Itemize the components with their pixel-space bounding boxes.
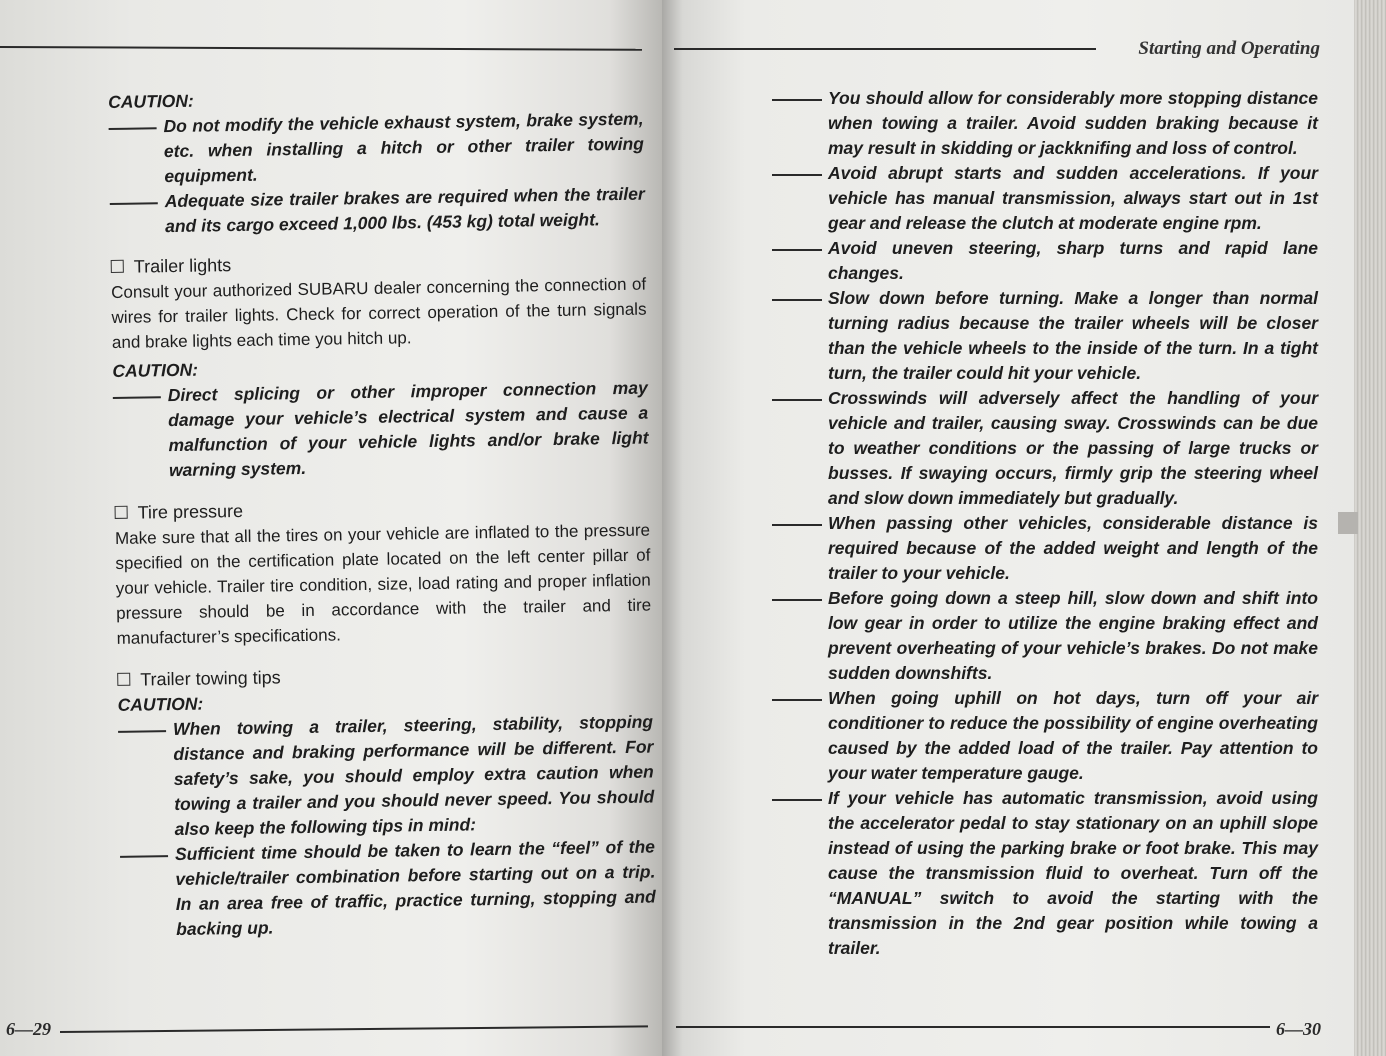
caution-label: CAUTION: bbox=[112, 359, 199, 381]
book-page-edge bbox=[1354, 0, 1386, 1056]
section-heading-towing-tips: Trailer towing tips bbox=[117, 659, 652, 693]
right-page bbox=[662, 0, 1354, 1056]
left-header-rule bbox=[0, 46, 642, 51]
trailer-lights-body: Consult your authorized SUBARU dealer concerning the connection of wires for trailer lights. Check for correct operation of the turn signals and brake lights each time you hitch up. bbox=[111, 274, 647, 352]
right-footer-rule bbox=[676, 1026, 1270, 1028]
towing-tip-item: If your vehicle has automatic transmission, avoid using the accelerator pedal to stay stationary on an uphill slope instead of using the parking brake or foot brake. This may cause the transmission fluid to overheat. Turn off the “MANUAL” switch to avoid the starting with the transmission in the 2nd gear position while towing a trailer. bbox=[772, 786, 1318, 961]
caution-label: CAUTION: bbox=[117, 693, 204, 715]
towing-tip-item: When passing other vehicles, considerable distance is required because of the added weight and length of the trailer to your vehicle. bbox=[772, 511, 1318, 586]
left-page-content bbox=[108, 82, 656, 943]
caution-item: Adequate size trailer brakes are required when the trailer and its cargo exceed 1,000 lbs. (453 kg) total weight. bbox=[110, 182, 646, 240]
right-header-rule bbox=[674, 48, 1096, 50]
section-heading-tire-pressure: Tire pressure bbox=[114, 492, 649, 526]
section-heading-trailer-lights: Trailer lights bbox=[111, 246, 646, 280]
towing-tip-item: You should allow for considerably more stopping distance when towing a trailer. Avoid sudden braking because it may result in skidding or jackknifing and loss of control. bbox=[772, 86, 1318, 161]
towing-tip-item: Avoid uneven steering, sharp turns and rapid lane changes. bbox=[772, 236, 1318, 286]
page-number-right: 6—30 bbox=[1276, 1019, 1321, 1039]
caution-item: Do not modify the vehicle exhaust system, brake system, etc. when installing a hitch or other trailer towing equipment. bbox=[108, 107, 644, 190]
left-page bbox=[0, 0, 662, 1056]
section-tab-marker bbox=[1338, 512, 1358, 534]
right-page-content bbox=[772, 86, 1318, 961]
running-header: Starting and Operating bbox=[1138, 38, 1320, 59]
caution-item: When towing a trailer, steering, stability, stopping distance and braking performance will be different. For safety’s sake, you should employ extra caution when towing a trailer and you should never speed. You should also keep the following tips in mind: bbox=[118, 710, 655, 843]
caution-item: Sufficient time should be taken to learn the “feel” of the vehicle/trailer combination before starting out on a trip. In an area free of traffic, practice turning, stopping and backing up. bbox=[120, 835, 657, 943]
checkbox-icon bbox=[111, 260, 124, 273]
left-footer-rule bbox=[60, 1025, 648, 1033]
towing-tip-item: Avoid abrupt starts and sudden accelerations. If your vehicle has manual transmission, always start out in 1st gear and release the clutch at moderate engine rpm. bbox=[772, 161, 1318, 236]
checkbox-icon bbox=[115, 506, 128, 519]
towing-tip-item: When going uphill on hot days, turn off your air conditioner to reduce the possibility of engine overheating caused by the added load of the trailer. Pay attention to your water temperature gauge. bbox=[772, 686, 1318, 786]
towing-tip-item: Before going down a steep hill, slow down and shift into low gear in order to utilize the engine braking effect and prevent overheating of your vehicle’s brakes. Do not make sudden downshifts. bbox=[772, 586, 1318, 686]
caution-item: Direct splicing or other improper connection may damage your vehicle’s electrical system and cause a malfunction of your vehicle lights and/or brake light warning system. bbox=[113, 376, 650, 484]
tire-pressure-body: Make sure that all the tires on your vehicle are inflated to the pressure specified on the certification plate located on the left center pillar of your vehicle. Trailer tire condition, size, load rating and proper inflation pressure should be in accordance with the trailer and tire manufacturer’s specifications. bbox=[114, 520, 652, 648]
towing-tip-item: Slow down before turning. Make a longer than normal turning radius because the trailer wheels will be closer than the vehicle wheels to the inside of the turn. In a tight turn, the trailer could hit your vehicle. bbox=[772, 286, 1318, 386]
caution-label: CAUTION: bbox=[108, 90, 194, 112]
page-number-left: 6—29 bbox=[6, 1019, 51, 1039]
towing-tip-item: Crosswinds will adversely affect the handling of your vehicle and trailer, causing sway. Crosswinds can be due to weather conditions or the passing of large trucks or busses. If swaying occurs, firmly grip the steering wheel and slow down immediately but gradually. bbox=[772, 386, 1318, 511]
checkbox-icon bbox=[117, 673, 130, 686]
